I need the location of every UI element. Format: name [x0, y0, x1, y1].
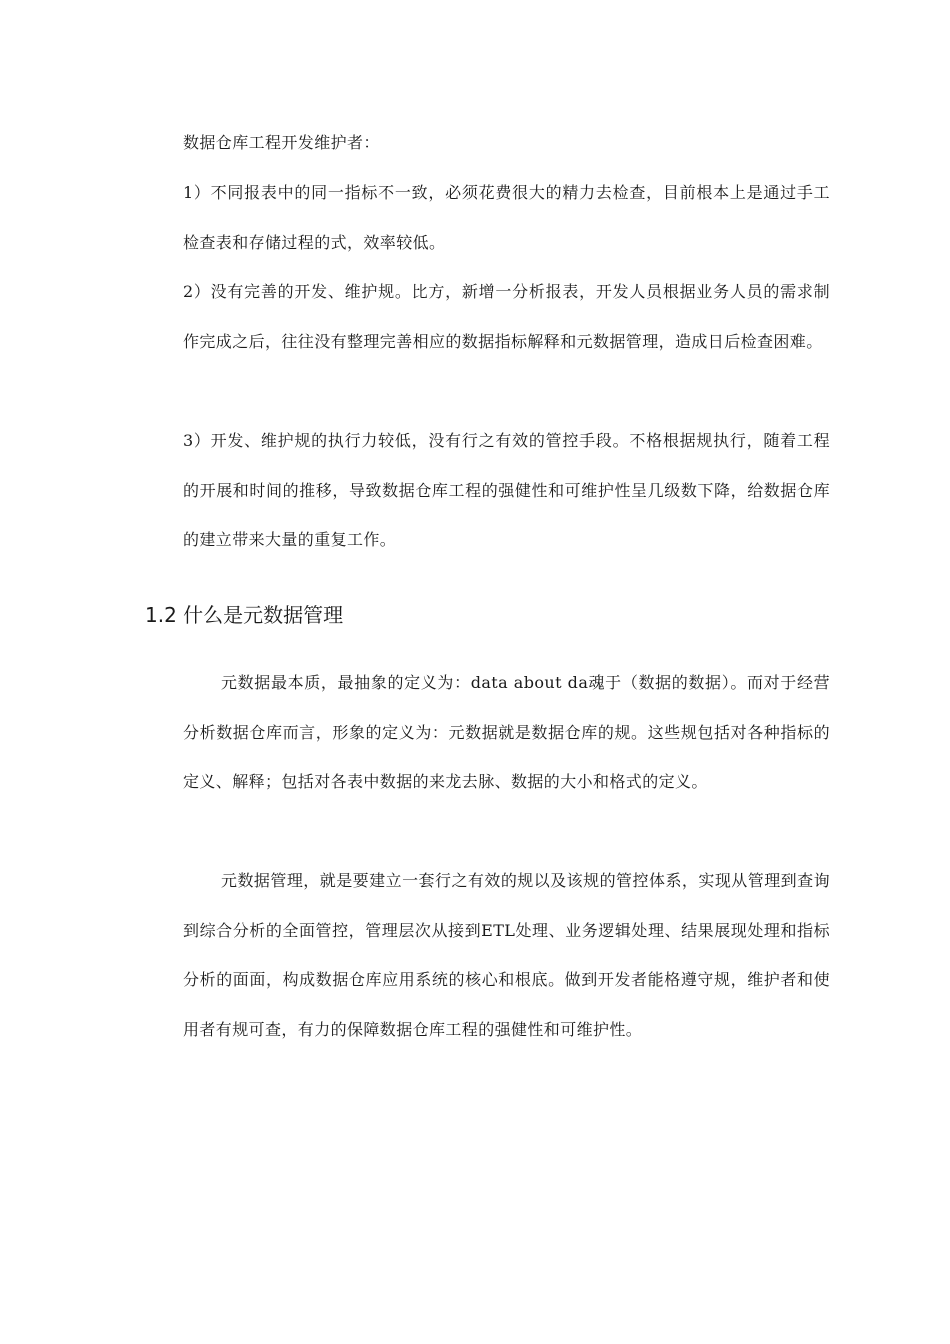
issue-item-1: 1）不同报表中的同一指标不一致，必须花费很大的精力去检查，目前根本上是通过手工检查表和存储过程的式，效率较低。: [183, 183, 830, 252]
section-heading: 1.2 什么是元数据管理: [145, 603, 344, 627]
intro-paragraph: 数据仓库工程开发维护者：: [183, 133, 380, 152]
metadata-management-paragraph: 元数据管理，就是要建立一套行之有效的规以及该规的管控体系，实现从管理到查询到综合分析的全面管控，管理层次从接到ETL处理、业务逻辑处理、结果展现处理和指标分析的面面，构成数据仓库应用系统的核心和根底。做到开发者能格遵守规，维护者和使用者有规可查，有力的保障数据仓库工程的强健性和可维护性。: [183, 871, 830, 1039]
issue-item-2: 2）没有完善的开发、维护规。比方，新增一分析报表，开发人员根据业务人员的需求制作完成之后，往往没有整理完善相应的数据指标解释和元数据管理，造成日后检查困难。: [183, 282, 830, 351]
metadata-definition-paragraph: 元数据最本质，最抽象的定义为：data about da魂于（数据的数据）。而对于经营分析数据仓库而言，形象的定义为：元数据就是数据仓库的规。这些规包括对各种指标的定义、解释；包括对各表中数据的来龙去脉、数据的大小和格式的定义。: [183, 673, 830, 792]
issue-item-3: 3）开发、维护规的执行力较低，没有行之有效的管控手段。不格根据规执行，随着工程的开展和时间的推移，导致数据仓库工程的强健性和可维护性呈几级数下降，给数据仓库的建立带来大量的重复工作。: [183, 431, 830, 550]
